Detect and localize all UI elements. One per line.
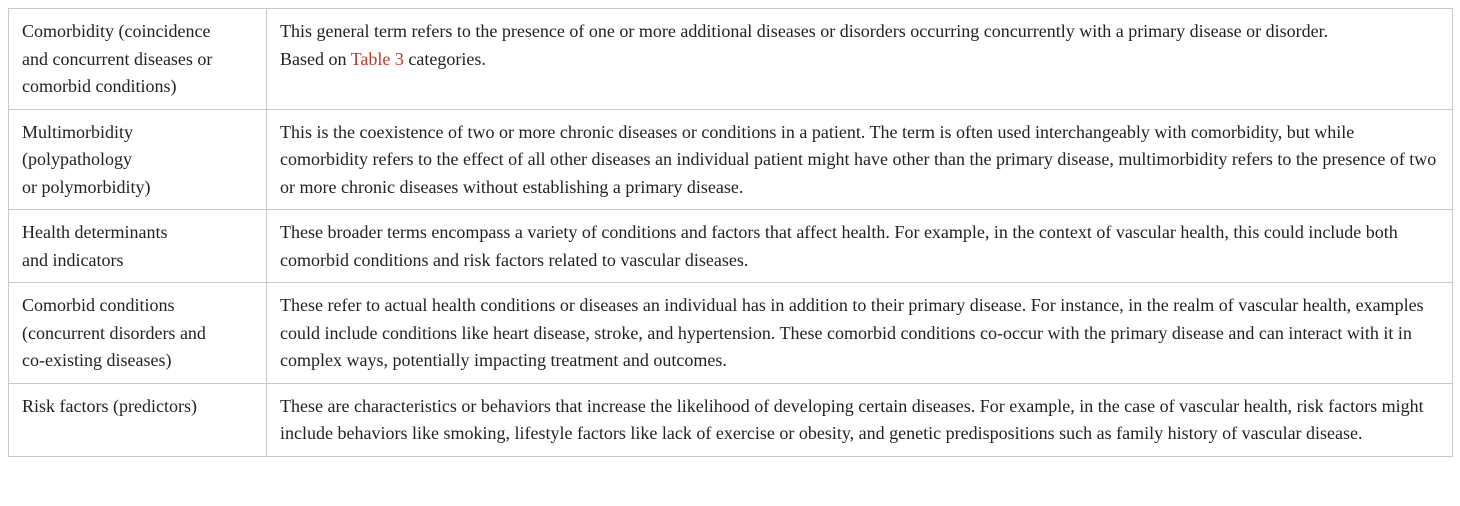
definition-text: This is the coexistence of two or more chronic diseases or conditions in a patient. The term is often used interchangeably with comorbidity, but while comorbidity refers to the effect of all other diseases an individual patient might have other than the primary disease, multimorbidity refers to the presence of two or more chronic diseases without establishing a primary disease. [280,121,1437,197]
term-line: Comorbidity (coincidence [22,21,211,41]
note-prefix: Based on [280,48,351,69]
table-row [9,383,1453,456]
term-line: Comorbid conditions [22,295,175,315]
term-line: Risk factors (predictors) [22,395,197,416]
definition-note [280,46,1440,74]
table-row [9,9,1453,110]
table-3-link[interactable]: Table 3 [350,48,404,69]
term-line: Health determinants [22,222,168,242]
note-suffix: categories. [403,48,486,69]
table-row [9,283,1453,384]
term-line: comorbid conditions) [22,76,177,96]
term-line: co-existing diseases) [22,350,172,370]
definition-cell [267,383,1453,456]
definition-cell [267,283,1453,384]
table-row [9,109,1453,210]
term-cell [9,9,267,110]
definition-text: This general term refers to the presence of one or more additional diseases or disorders occurring concurrently with a primary disease or disorder. [280,21,1329,41]
term-cell [9,283,267,384]
term-line: Multimorbidity [22,121,134,142]
table-row [9,210,1453,283]
term-line: and concurrent diseases or [22,48,213,69]
definition-cell [267,9,1453,110]
term-cell [9,210,267,283]
definition-text: These refer to actual health conditions or diseases an individual has in addition to their primary disease. For instance, in the realm of vascular health, examples could include conditions like heart disease, stroke, and hypertension. These comorbid conditions co-occur with the primary disease and can interact with it in complex ways, potentially impacting treatment and outcomes. [280,295,1424,370]
definition-cell [267,109,1453,210]
term-cell [9,383,267,456]
term-line: (polypathology [22,149,132,169]
term-line: or polymorbidity) [22,176,151,197]
term-cell [9,109,267,210]
definition-text: These broader terms encompass a variety of conditions and factors that affect health. For example, in the context of vascular health, this could include both comorbid conditions and risk factors related to vascular diseases. [280,222,1398,270]
term-line: and indicators [22,249,124,270]
definitions-table [8,8,1453,457]
definition-text: These are characteristics or behaviors that increase the likelihood of developing certain diseases. For example, in the case of vascular health, risk factors might include behaviors like smoking, lifestyle factors like lack of exercise or obesity, and genetic predispositions such as family history of vascular disease. [280,395,1424,443]
definition-cell [267,210,1453,283]
term-line: (concurrent disorders and [22,322,206,343]
